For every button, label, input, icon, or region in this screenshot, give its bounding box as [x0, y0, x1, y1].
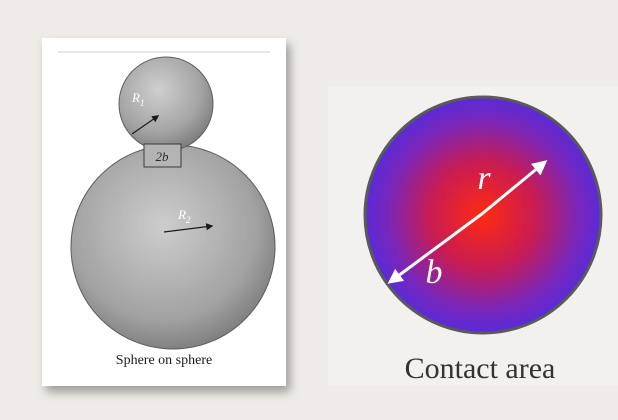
r2-label-sub: 2: [185, 215, 191, 225]
sphere-on-sphere-figure: [42, 38, 286, 386]
contact-area-disk: [365, 97, 601, 333]
left-caption: Sphere on sphere: [115, 353, 213, 368]
r1-label-sub: 1: [139, 98, 145, 108]
contact-width-label: 2b: [155, 149, 169, 164]
r2-label-base: R: [178, 207, 186, 222]
r-label: r: [477, 160, 491, 197]
right-caption: Contact area: [404, 352, 556, 385]
contact-area-figure: [328, 86, 618, 386]
b-label: b: [425, 254, 443, 291]
r1-label-base: R: [132, 90, 140, 105]
large-sphere: [71, 145, 275, 349]
